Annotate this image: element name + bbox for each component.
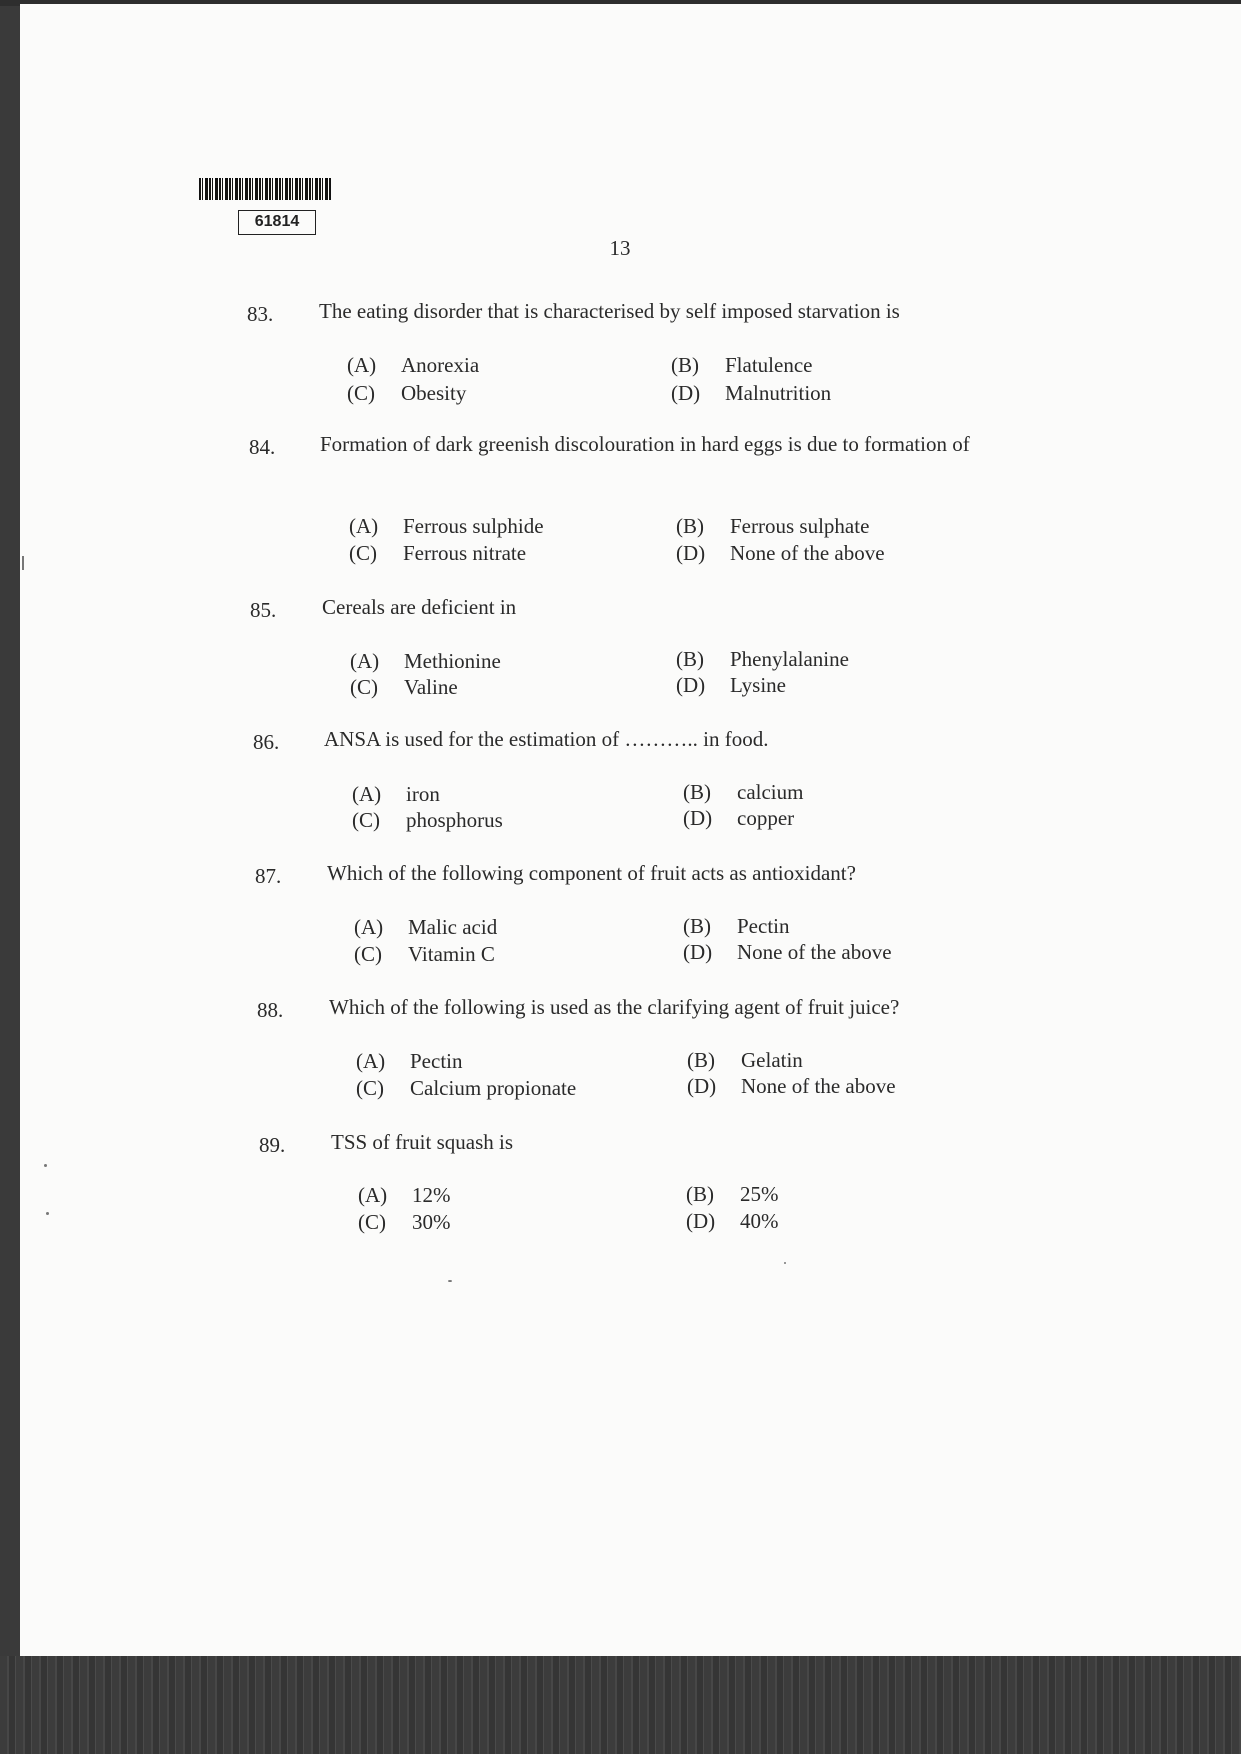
option-text: Calcium propionate [410,1076,577,1100]
question-number: 85. [250,598,277,622]
question-number: 86. [253,730,280,754]
option-d [676,673,786,698]
option-letter: (C) [356,1076,384,1100]
scan-speck [448,1280,452,1282]
option-d [683,940,892,965]
option-a [354,915,497,940]
option-letter: (D) [671,381,701,405]
option-text: None of the above [730,541,885,565]
option-letter: (B) [683,780,711,804]
option-text: copper [737,806,795,830]
option-letter: (B) [676,647,704,671]
question-text: Formation of dark greenish discolouration in hard eggs is due to formation of [320,432,970,456]
option-letter: (A) [349,514,379,538]
option-letter: (C) [352,808,380,832]
scan-speck [784,1262,786,1264]
option-d [687,1074,896,1099]
exam-code-box: 61814 [238,210,316,235]
question-number: 88. [257,998,284,1022]
option-b [683,914,790,939]
option-letter: (C) [347,381,375,405]
question-number: 83. [247,302,274,326]
option-text: Pectin [410,1049,463,1073]
option-d [683,806,794,831]
option-text: Malnutrition [725,381,832,405]
option-b [671,353,812,378]
option-b [687,1048,803,1073]
option-text: 12% [412,1183,451,1207]
option-text: Phenylalanine [730,647,849,671]
option-letter: (A) [347,353,377,377]
option-text: Methionine [404,649,501,673]
option-text: 40% [740,1209,779,1233]
option-text: calcium [737,780,804,804]
option-d [686,1209,779,1234]
option-a [358,1183,451,1208]
question-number: 87. [255,864,282,888]
option-c [354,942,495,967]
option-b [683,780,803,805]
option-letter: (D) [676,673,706,697]
option-text: Valine [404,675,458,699]
question-text: The eating disorder that is characterised by self imposed starvation is [319,299,900,323]
option-letter: (A) [350,649,380,673]
option-b [676,647,849,672]
option-b [676,514,869,539]
scan-speck [44,1164,47,1167]
option-letter: (B) [687,1048,715,1072]
option-text: Vitamin C [408,942,495,966]
option-letter: (A) [352,782,382,806]
option-text: iron [406,782,440,806]
scanner-bed-background [0,1656,1241,1754]
question-text: TSS of fruit squash is [331,1130,514,1154]
option-text: Malic acid [408,915,498,939]
option-letter: (C) [358,1210,386,1234]
option-letter: (D) [686,1209,716,1233]
option-letter: (B) [686,1182,714,1206]
barcode-image [199,178,331,200]
option-c [352,808,503,833]
option-text: Ferrous sulphide [403,514,544,538]
option-text: Flatulence [725,353,813,377]
question-text: ANSA is used for the estimation of ……….. in food. [324,727,769,751]
option-text: None of the above [741,1074,896,1098]
page-number: 13 [609,236,631,260]
option-text: Gelatin [741,1048,803,1072]
option-letter: (D) [676,541,706,565]
question-number: 89. [259,1133,286,1157]
option-c [358,1210,451,1235]
option-text: 30% [412,1210,451,1234]
option-letter: (B) [671,353,699,377]
option-c [349,541,526,566]
option-c [356,1076,576,1101]
option-text: Anorexia [401,353,480,377]
option-a [352,782,440,807]
option-letter: (C) [349,541,377,565]
scan-speck [22,556,24,570]
question-text: Cereals are deficient in [322,595,517,619]
option-letter: (B) [683,914,711,938]
option-text: 25% [740,1182,779,1206]
option-a [356,1049,463,1074]
option-letter: (C) [350,675,378,699]
option-letter: (A) [356,1049,386,1073]
option-a [350,649,501,674]
option-a [347,353,479,378]
question-text: Which of the following component of fruit acts as antioxidant? [327,861,856,885]
option-c [350,675,458,700]
option-letter: (A) [358,1183,388,1207]
option-letter: (D) [683,806,713,830]
option-text: Obesity [401,381,467,405]
option-d [676,541,885,566]
option-letter: (D) [687,1074,717,1098]
option-text: Ferrous sulphate [730,514,870,538]
option-b [686,1182,779,1207]
option-text: Lysine [730,673,786,697]
option-letter: (C) [354,942,382,966]
option-letter: (D) [683,940,713,964]
option-c [347,381,466,406]
option-d [671,381,831,406]
option-a [349,514,544,539]
question-number: 84. [249,435,276,459]
option-text: Ferrous nitrate [403,541,527,565]
option-text: Pectin [737,914,790,938]
option-letter: (B) [676,514,704,538]
option-text: None of the above [737,940,892,964]
option-letter: (A) [354,915,384,939]
scan-speck [46,1212,49,1215]
option-text: phosphorus [406,808,503,832]
question-text: Which of the following is used as the clarifying agent of fruit juice? [329,995,900,1019]
